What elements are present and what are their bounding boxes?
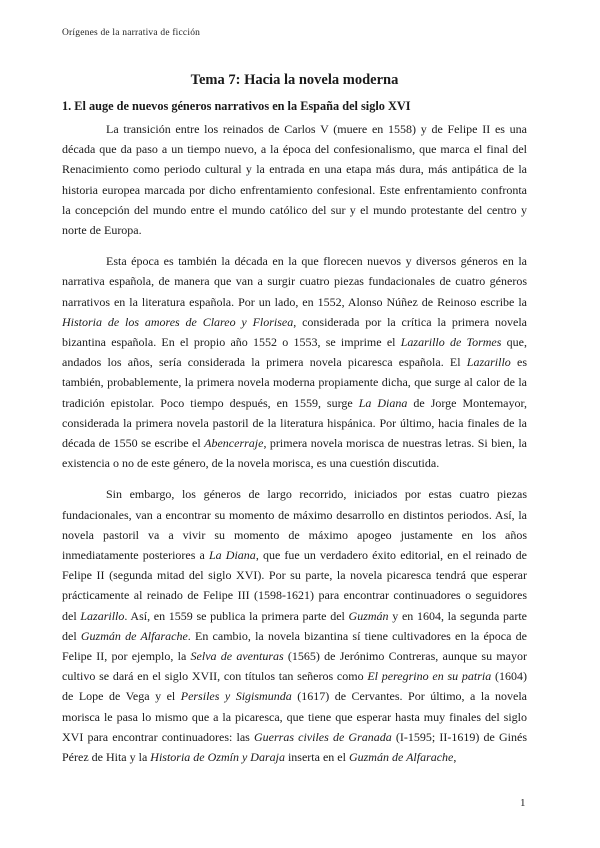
page-title: Tema 7: Hacia la novela moderna [190,72,399,88]
paragraph [62,251,527,473]
italic-title-text: Historia de Ozmín y Daraja [150,750,285,765]
italic-title-text: Selva de aventuras [190,649,284,664]
body-text: (I-1595; II-1619) de Ginés Pérez de Hita y la [62,729,527,765]
body-text: , [453,750,457,765]
italic-title-text: Persiles y Sigismunda [180,689,292,704]
italic-title-text: La Diana [358,395,408,410]
italic-title-text: Lazarillo de Tormes [400,335,502,350]
body-text: (1617) de Cervantes. Por último, a la novela morisca le pasa lo mismo que a la picaresca, que tiene que esperar hasta muy finales del siglo XVI para encontrar continuadores: las [62,689,527,744]
paragraph [62,484,527,767]
body-text: que, andados los años, sería considerada la primera novela picaresca española. El [62,335,527,370]
body-text: Sin embargo, los géneros de largo recorrido, iniciados por estas cuatro piezas fundacionales, van a encontrar su momento de máximo desarrollo en distintos periodos. Así, la novela pastoril va a vivir su momento de máximo apogeo justamente en los años inmediatamente posteriores a [62,487,527,563]
italic-title-text: Abencerraje [204,436,264,451]
body-text: es también, probablemente, la primera novela moderna propiamente dicha, que surge al calor de la tradición epistolar. Poco tiempo después, en 1559, surge [62,355,527,410]
italic-title-text: Guzmán de Alfarache [80,628,188,643]
section-heading: 1. El auge de nuevos géneros narrativos en la España del siglo XVI [62,99,411,113]
document-body [62,71,527,778]
body-text: , primera novela morisca de nuestras letras. Si bien, la existencia o no de este género, de la novela morisca, es una cuestión discutida. [62,436,528,471]
body-text: de Jorge Montemayor, considerada la primera novela pastoril de la literatura hispánica. Por último, hacia finales de la década de 1550 se escribe el [62,395,527,451]
paragraph [62,119,527,240]
body-text: La transición entre los reinados de Carlos V (muere en 1558) y de Felipe II es una década que da paso a un tiempo nuevo, a la época del confesionalismo, que marca el final del Renacimiento como periodo cultural y la entrada en una etapa más dura, más antipática de la historia europea marcada por dicho enfrentamiento confesional. Este enfrentamiento confronta la concepción del mundo entre el mundo católico del sur y el mundo protestante del centro y norte de Europa. [62,122,527,238]
body-text: . Así, en 1559 se publica la primera parte del [124,608,349,623]
body-text: (1604) de Lope de Vega y el [62,669,527,704]
italic-title-text: Guerras civiles de Granada [254,729,392,744]
body-text: , considerada por la crítica la primera novela bizantina española. En el propio año 1552 o 1553, se imprime el [62,314,527,350]
italic-title-text: Lazarillo [80,608,125,623]
italic-title-text: Guzmán de Alfarache [348,750,454,765]
body-text: y en 1604, la segunda parte del [62,608,527,643]
body-text: , que fue un verdadero éxito editorial, en el reinado de Felipe II (segunda mitad del siglo XVI). Por su parte, la novela picaresca tendrá que esperar prácticamente al reinado de Felipe III (1598-1621) para encontrar continuadores o seguidores del [62,548,527,623]
italic-title-text: Guzmán [348,608,389,623]
body-text: inserta en el [284,750,349,765]
italic-title-text: Lazarillo [466,355,511,370]
running-header: Orígenes de la narrativa de ficción [62,28,201,38]
body-text: . En cambio, la novela bizantina sí tiene cultivadores en la época de Felipe II, por ejemplo, la [62,628,527,664]
italic-title-text: El peregrino en su patria [367,669,492,684]
body-text: Esta época es también la década en la que florecen nuevos y diversos géneros en la narrativa española, de manera que van a surgir cuatro piezas fundacionales de cuatro géneros narrativos en la literatura española. Por un lado, en 1552, Alonso Núñez de Reinoso escribe la [62,254,527,309]
italic-title-text: Historia de los amores de Clareo y Florisea [62,314,294,329]
page-number: 1 [520,797,526,809]
italic-title-text: La Diana [209,548,256,563]
body-text: (1565) de Jerónimo Contreras, aunque su mayor cultivo se dará en el siglo XVII, con títulos tan señeros como [62,649,528,684]
